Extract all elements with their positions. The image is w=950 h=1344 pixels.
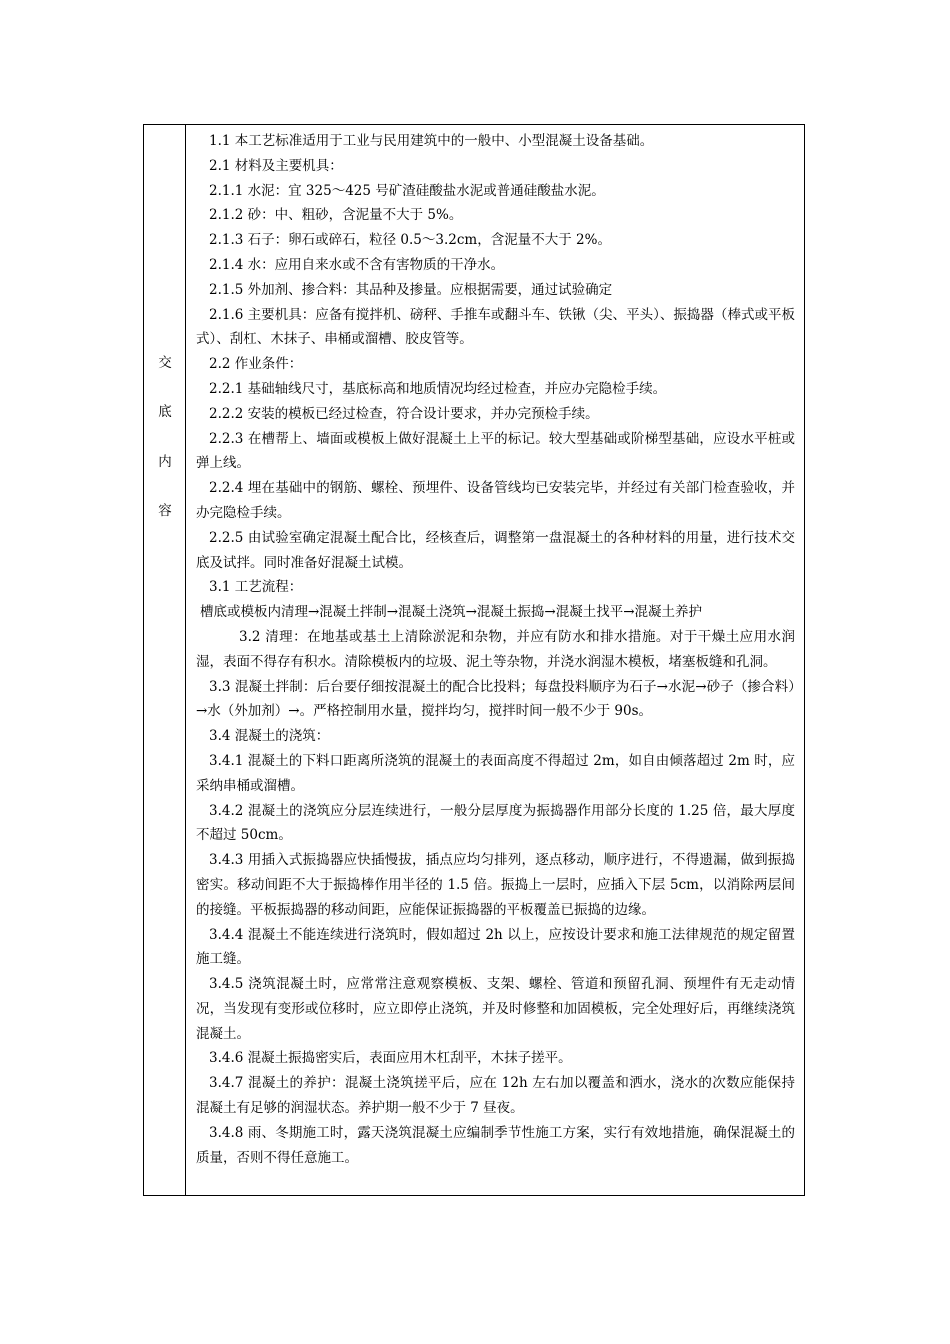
content-paragraph: 2.2.1 基础轴线尺寸，基底标高和地质情况均经过检查，并应办完隐检手续。 <box>209 380 667 397</box>
content-paragraph: 3.4.8 雨、冬期施工时，露天浇筑混凝土应编制季节性施工方案，实行有效地措施，确保混凝土的质量，否则不得任意施工。 <box>196 1124 795 1166</box>
content-paragraph: 3.4.7 混凝土的养护：混凝土浇筑搓平后，应在 12h 左右加以覆盖和洒水，浇水的次数应能保持混凝土有足够的润湿状态。养护期一般不少于 7 昼夜。 <box>196 1075 795 1117</box>
content-paragraph: 3.2 清理：在地基或基土上清除淤泥和杂物，并应有防水和排水措施。对于干燥土应用水润湿，表面不得存有积水。清除模板内的垃圾、泥土等杂物，并浇水润湿木模板，堵塞板缝和孔洞。 <box>196 628 795 670</box>
label-char: 交 <box>158 355 172 371</box>
content-paragraph: 槽底或模板内清理→混凝土拌制→混凝土浇筑→混凝土振捣→混凝土找平→混凝土养护 <box>200 604 703 621</box>
content-paragraph: 3.4.4 混凝土不能连续进行浇筑时，假如超过 2h 以上，应按设计要求和施工法律规范的规定留置施工缝。 <box>196 926 795 968</box>
content-paragraph: 3.3 混凝土拌制：后台要仔细按混凝土的配合比投料；每盘投料顺序为石子→水泥→砂子（掺合料）→水（外加剂）→。严格控制用水量，搅拌均匀，搅拌时间一般不少于 90s。 <box>196 678 795 720</box>
content-cell <box>186 125 804 1170</box>
label-column <box>144 125 186 1195</box>
content-paragraph: 3.4 混凝土的浇筑： <box>209 728 330 745</box>
content-paragraph: 1.1 本工艺标准适用于工业与民用建筑中的一般中、小型混凝土设备基础。 <box>209 133 654 149</box>
content-paragraph: 3.4.2 混凝土的浇筑应分层连续进行，一般分层厚度为振捣器作用部分长度的 1.25 倍，最大厚度不超过 50cm。 <box>196 802 795 844</box>
content-paragraph: 2.1.3 石子：卵石或碎石，粒径 0.5～3.2cm，含泥量不大于 2%。 <box>209 232 611 249</box>
content-paragraph: 2.2.2 安装的模板已经过检查，符合设计要求，并办完预检手续。 <box>209 405 599 422</box>
content-paragraph: 2.1.4 水：应用自来水或不含有害物质的干净水。 <box>209 256 505 273</box>
label-char: 容 <box>158 502 172 519</box>
content-paragraph: 3.1 工艺流程： <box>209 579 303 596</box>
content-paragraph: 3.4.3 用插入式振捣器应快插慢拔，插点应均匀排列，逐点移动，顺序进行，不得遗漏，做到振捣密实。移动间距不大于振捣棒作用半径的 1.5 倍。振捣上一层时，应插入下层 5cm，以消除两层间的接缝。平板振捣器的移动间距，应能保证振捣器的平板覆盖已振捣的边缘。 <box>196 852 795 918</box>
content-paragraph: 3.4.6 混凝土振捣密实后，表面应用木杠刮平，木抹子搓平。 <box>209 1050 572 1067</box>
disclosure-content-label <box>144 339 186 536</box>
content-paragraph: 2.1 材料及主要机具： <box>209 157 343 174</box>
content-paragraph: 2.1.6 主要机具：应备有搅拌机、磅秤、手推车或翻斗车、铁锹（尖、平头）、振捣器（棒式或平板式）、刮杠、木抹子、串桶或溜槽、胶皮管等。 <box>196 306 795 348</box>
content-paragraph: 2.2.4 埋在基础中的钢筋、螺栓、预埋件、设备管线均已安装完毕，并经过有关部门检查验收，并办完隐检手续。 <box>196 480 795 521</box>
content-paragraph: 2.1.1 水泥：宜 325～425 号矿渣硅酸盐水泥或普通硅酸盐水泥。 <box>209 182 605 199</box>
content-paragraph: 2.1.2 砂：中、粗砂，含泥量不大于 5%。 <box>209 207 463 224</box>
content-paragraph: 2.2.3 在槽帮上、墙面或模板上做好混凝土上平的标记。较大型基础或阶梯型基础，应设水平桩或弹上线。 <box>196 430 795 472</box>
content-paragraph: 3.4.1 混凝土的下料口距离所浇筑的混凝土的表面高度不得超过 2m，如自由倾落超过 2m 时，应采纳串桶或溜槽。 <box>196 752 795 794</box>
disclosure-table <box>143 124 805 1196</box>
label-char: 底 <box>158 404 172 421</box>
content-paragraph: 3.4.5 浇筑混凝土时，应常常注意观察模板、支架、螺栓、管道和预留孔洞、预埋件有无走动情况，当发现有变形或位移时，应立即停止浇筑，并及时修整和加固模板，完全处理好后，再继续浇筑混凝土。 <box>196 976 795 1042</box>
content-paragraph: 2.2.5 由试验室确定混凝土配合比，经核查后，调整第一盘混凝土的各种材料的用量，进行技术交底及试拌。同时准备好混凝土试模。 <box>196 529 795 571</box>
content-paragraph: 2.2 作业条件： <box>209 356 303 373</box>
content-paragraph: 2.1.5 外加剂、掺合料：其品种及掺量。应根据需要，通过试验确定 <box>209 281 613 298</box>
label-char: 内 <box>158 453 172 470</box>
